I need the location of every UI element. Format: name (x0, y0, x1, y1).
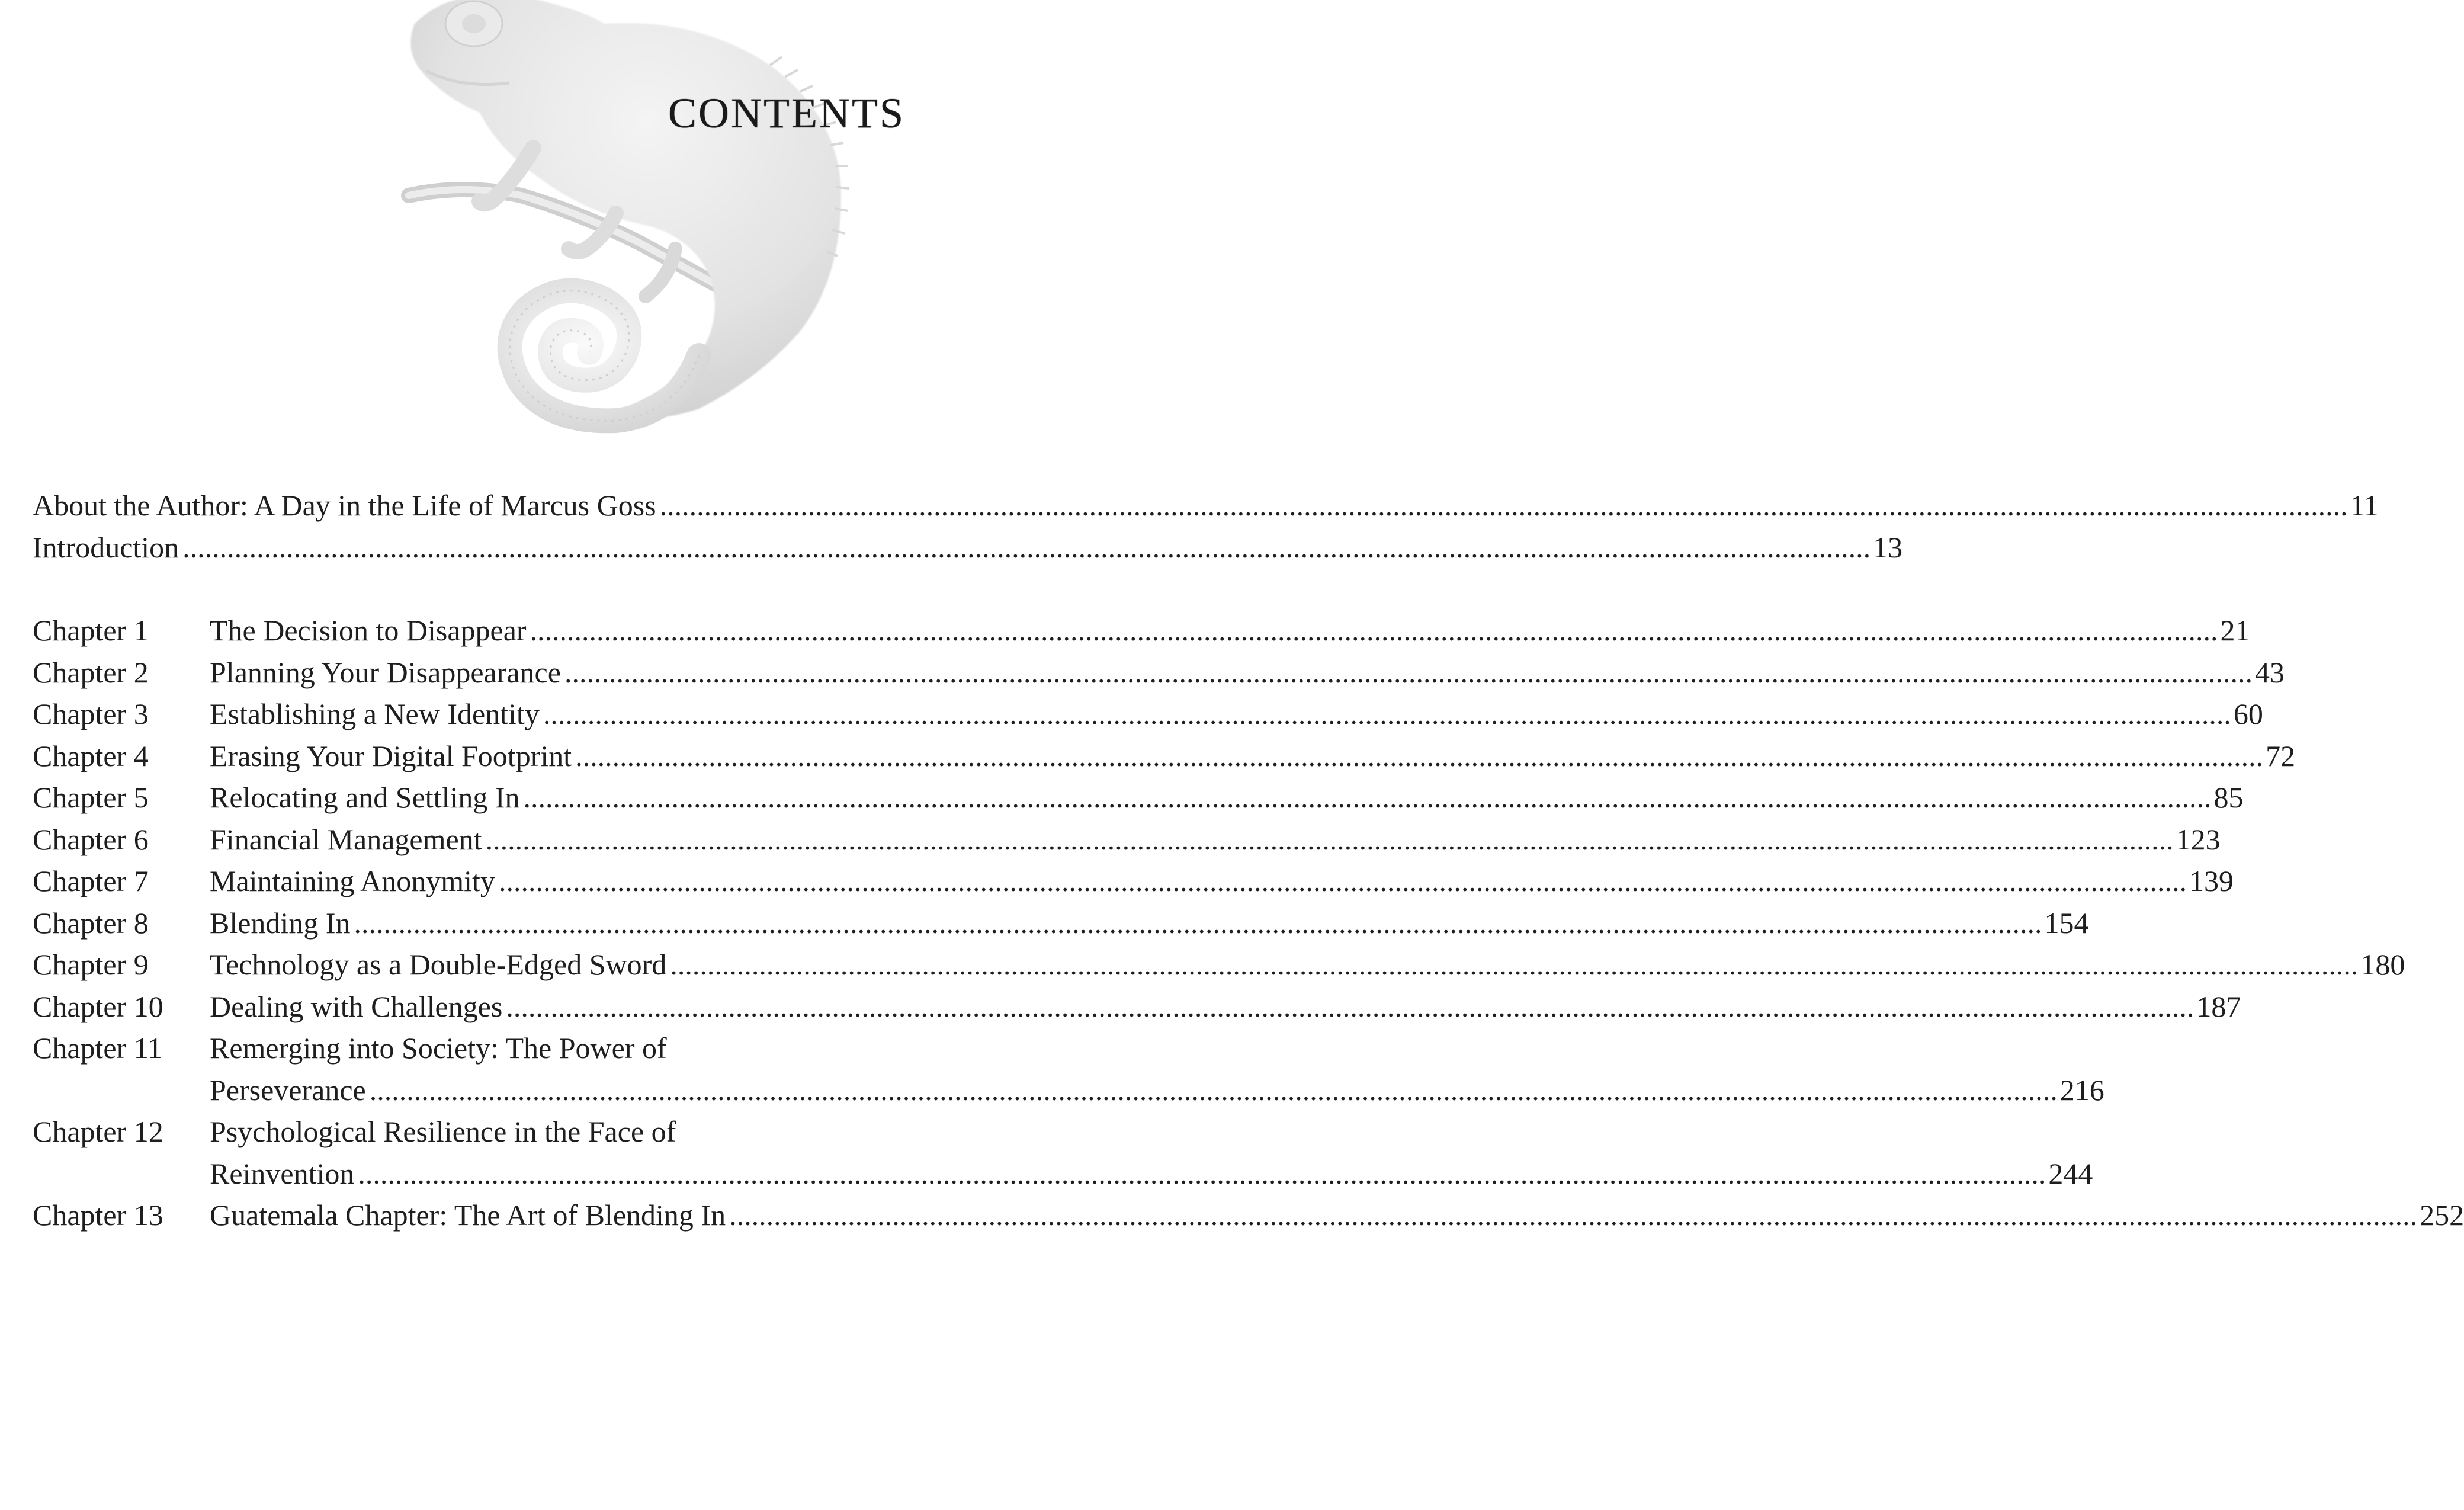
toc-entry-chapter-10[interactable] (33, 986, 2241, 1028)
dot-leader (182, 527, 1871, 569)
toc-page-number: 85 (2213, 781, 2244, 814)
chapter-title: Financial Management (210, 822, 482, 856)
toc-page-number: 123 (2176, 822, 2221, 856)
toc-entry-chapter-13[interactable] (33, 1194, 2464, 1236)
chapter-label: Chapter 2 (33, 655, 149, 689)
toc-page-number: 216 (2059, 1073, 2104, 1107)
toc-entry-chapter-11[interactable] (33, 1027, 2104, 1111)
chapter-title: Relocating and Settling In (210, 781, 520, 814)
toc-page-number: 187 (2196, 989, 2241, 1023)
chapter-title: Technology as a Double-Edged Sword (210, 948, 667, 981)
toc-page-number: 72 (2266, 739, 2296, 772)
chapter-label: Chapter 3 (33, 697, 149, 730)
chapter-label: Chapter 5 (33, 781, 149, 814)
chapter-title: Blending In (210, 906, 351, 940)
chameleon-illustration (391, 0, 977, 450)
chapter-title: Guatemala Chapter: The Art of Blending In (210, 1198, 726, 1232)
toc-entry-title: Introduction (33, 530, 179, 564)
chapter-label: Chapter 8 (33, 906, 149, 940)
toc-entry-introduction[interactable] (33, 527, 1903, 569)
chapter-title: Establishing a New Identity (210, 697, 540, 730)
chapter-title: Erasing Your Digital Footprint (210, 739, 572, 772)
chapter-title: Planning Your Disappearance (210, 655, 561, 689)
dot-leader (660, 485, 2348, 527)
toc-page-number: 13 (1873, 530, 1903, 564)
toc-entry-chapter-7[interactable] (33, 860, 2234, 902)
toc-entry-title: About the Author: A Day in the Life of Marcus Goss (33, 489, 656, 522)
dot-leader (575, 735, 2263, 777)
chapter-label: Chapter 13 (33, 1198, 163, 1232)
toc-entry-chapter-2[interactable] (33, 652, 2285, 694)
table-of-contents (33, 485, 2464, 1236)
chapter-title-line-1: Remerging into Society: The Power of (210, 1031, 667, 1065)
toc-page-number: 154 (2044, 906, 2089, 940)
dot-leader (354, 902, 2042, 944)
page-title: CONTENTS (668, 89, 905, 137)
chapter-label: Chapter 4 (33, 739, 149, 772)
dot-leader (370, 1069, 2058, 1111)
chapter-title: The Decision to Disappear (210, 614, 527, 647)
toc-entry-chapter-3[interactable] (33, 693, 2263, 735)
chapter-label: Chapter 7 (33, 864, 149, 897)
dot-leader (530, 610, 2218, 652)
chapter-label: Chapter 11 (33, 1031, 162, 1065)
toc-entry-about-the-author[interactable] (33, 485, 2379, 527)
dot-leader (670, 944, 2358, 986)
dot-leader (486, 819, 2174, 861)
chapter-title-line-2: Reinvention (210, 1156, 355, 1190)
dot-leader (499, 860, 2187, 902)
toc-entry-chapter-8[interactable] (33, 902, 2089, 944)
chapter-label: Chapter 6 (33, 822, 149, 856)
toc-entry-chapter-5[interactable] (33, 777, 2244, 819)
dot-leader (564, 652, 2253, 694)
toc-page-number: 11 (2350, 489, 2379, 522)
chapter-title: Maintaining Anonymity (210, 864, 495, 897)
toc-page-number: 252 (2420, 1198, 2464, 1232)
toc-page-number: 21 (2220, 614, 2250, 647)
toc-page-number: 43 (2254, 655, 2285, 689)
chapter-title: Dealing with Challenges (210, 989, 503, 1023)
chapter-title-line-2: Perseverance (210, 1073, 366, 1107)
toc-entry-chapter-1[interactable] (33, 610, 2250, 652)
toc-entry-chapter-9[interactable] (33, 944, 2405, 986)
toc-page-number: 60 (2233, 697, 2263, 730)
dot-leader (543, 693, 2231, 735)
toc-entry-chapter-6[interactable] (33, 819, 2221, 861)
toc-entry-chapter-4[interactable] (33, 735, 2296, 777)
toc-page-number: 139 (2189, 864, 2234, 897)
chapter-label: Chapter 1 (33, 614, 149, 647)
toc-page-number: 244 (2048, 1156, 2093, 1190)
toc-page-number: 180 (2360, 948, 2405, 981)
dot-leader (358, 1153, 2046, 1195)
chapter-label: Chapter 9 (33, 948, 149, 981)
chapter-title-line-1: Psychological Resilience in the Face of (210, 1115, 676, 1148)
dot-leader (506, 986, 2194, 1028)
chapter-label: Chapter 10 (33, 989, 163, 1023)
toc-entry-chapter-12[interactable] (33, 1111, 2093, 1194)
dot-leader (524, 777, 2212, 819)
dot-leader (729, 1194, 2417, 1236)
chapter-label: Chapter 12 (33, 1115, 163, 1148)
